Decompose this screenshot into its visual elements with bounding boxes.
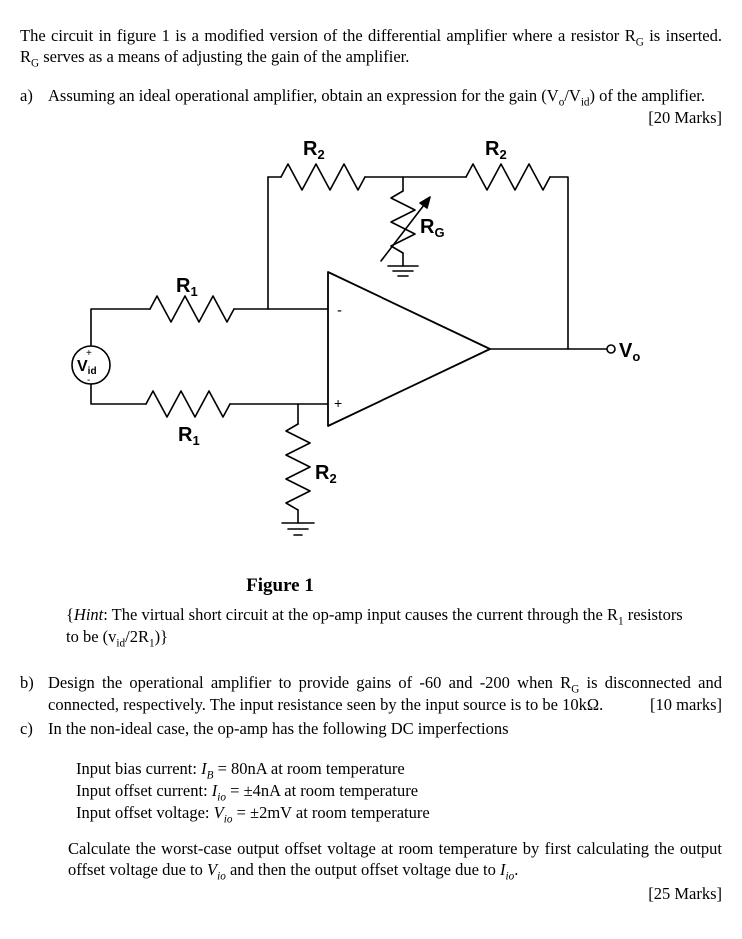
rg-arrow-head [420, 197, 430, 208]
ground-symbol-rg [388, 266, 418, 276]
wire-vid-bottom-lead [91, 384, 146, 404]
figure-1-circuit-diagram [58, 129, 658, 559]
input-bias-current-line [76, 758, 722, 780]
question-a-body [48, 85, 722, 129]
wire-vid-top-lead [91, 309, 150, 346]
intro-paragraph [20, 25, 722, 69]
input-offset-voltage-line [76, 802, 722, 824]
opamp-plus-sign: + [334, 394, 343, 411]
question-a-marks: [20 Marks] [648, 107, 722, 127]
hint-paragraph [66, 604, 692, 648]
output-terminal [607, 345, 615, 353]
resistor-r2-zigzag-left [281, 164, 365, 190]
opamp-triangle [328, 272, 490, 426]
source-plus-sign: + [86, 347, 92, 359]
closing-marks-line [20, 883, 722, 905]
question-c-label: c) [20, 718, 33, 738]
label-r2-left: $R_2$ [303, 137, 325, 162]
input-bias-current-text: Input bias current: $I_B = 80nA$ at room temperature [76, 758, 405, 781]
input-offset-current-text: Input offset current: $I_{io} = \pm 4nA$ at room temperature [76, 780, 419, 803]
question-b-body [48, 672, 722, 716]
input-offset-voltage-text: Input offset voltage: $V_{io} = \pm 2mV$ at room temperature [76, 802, 430, 825]
question-c-body [48, 718, 722, 740]
resistor-r1-zigzag-top [150, 296, 234, 322]
intro-text: The circuit in figure 1 is a modified version of the differential amplifier where a resistor $R_G$ is inserted. $R_G$ serves as a means of adjusting the gain of the amplifier. [20, 25, 722, 70]
question-b-marks: [10 marks] [650, 694, 722, 714]
closing-marks: [25 Marks] [648, 884, 722, 904]
opamp-minus-sign: - [337, 301, 342, 319]
question-c-text: In the non-ideal case, the op-amp has the following DC imperfections [48, 718, 509, 738]
question-a-text: Assuming an ideal operational amplifier, obtain an expression for the gain $(V_o/V_{id})$ of the amplifier. [48, 85, 706, 109]
dc-imperfections-list [76, 758, 722, 824]
label-r2-right: $R_2$ [485, 137, 507, 162]
closing-text: Calculate the worst-case output offset voltage at room temperature by first calculating the output offset voltage due to $V_{io}$ and then the output offset voltage due to $I_{io}$. [68, 838, 722, 883]
input-offset-current-line [76, 780, 722, 802]
question-a-label: a) [20, 85, 33, 105]
resistor-r2-zigzag-right [466, 164, 550, 190]
resistor-r1-zigzag-bottom [146, 391, 230, 417]
question-b [20, 672, 722, 716]
question-b-label: b) [20, 672, 34, 692]
question-b-text: Design the operational amplifier to provide gains of -60 and -200 when $R_G$ is disconnected and connected, respectively. The input resistance seen by the input source is to be 10kΩ. [48, 672, 722, 714]
label-vo: $V_o$ [619, 339, 641, 364]
figure-caption: Figure 1 [246, 574, 314, 596]
closing-paragraph [68, 838, 722, 882]
resistor-r2-zigzag-ground [286, 424, 310, 510]
hint-text: {Hint: The virtual short circuit at the op-amp input causes the current through the $R_1$ resistors to be $(v_{id}/2R_1)$} [66, 605, 683, 650]
label-vid: Vid [77, 357, 97, 377]
label-r2-ground: $R_2$ [315, 461, 337, 486]
question-c [20, 718, 722, 740]
question-a [20, 85, 722, 129]
label-r1-top: $R_1$ [176, 274, 198, 299]
label-r1-bottom: $R_1$ [178, 423, 200, 448]
source-minus-sign: - [87, 374, 91, 386]
label-rg: $R_G$ [420, 215, 445, 240]
ground-symbol-r2 [282, 523, 314, 535]
